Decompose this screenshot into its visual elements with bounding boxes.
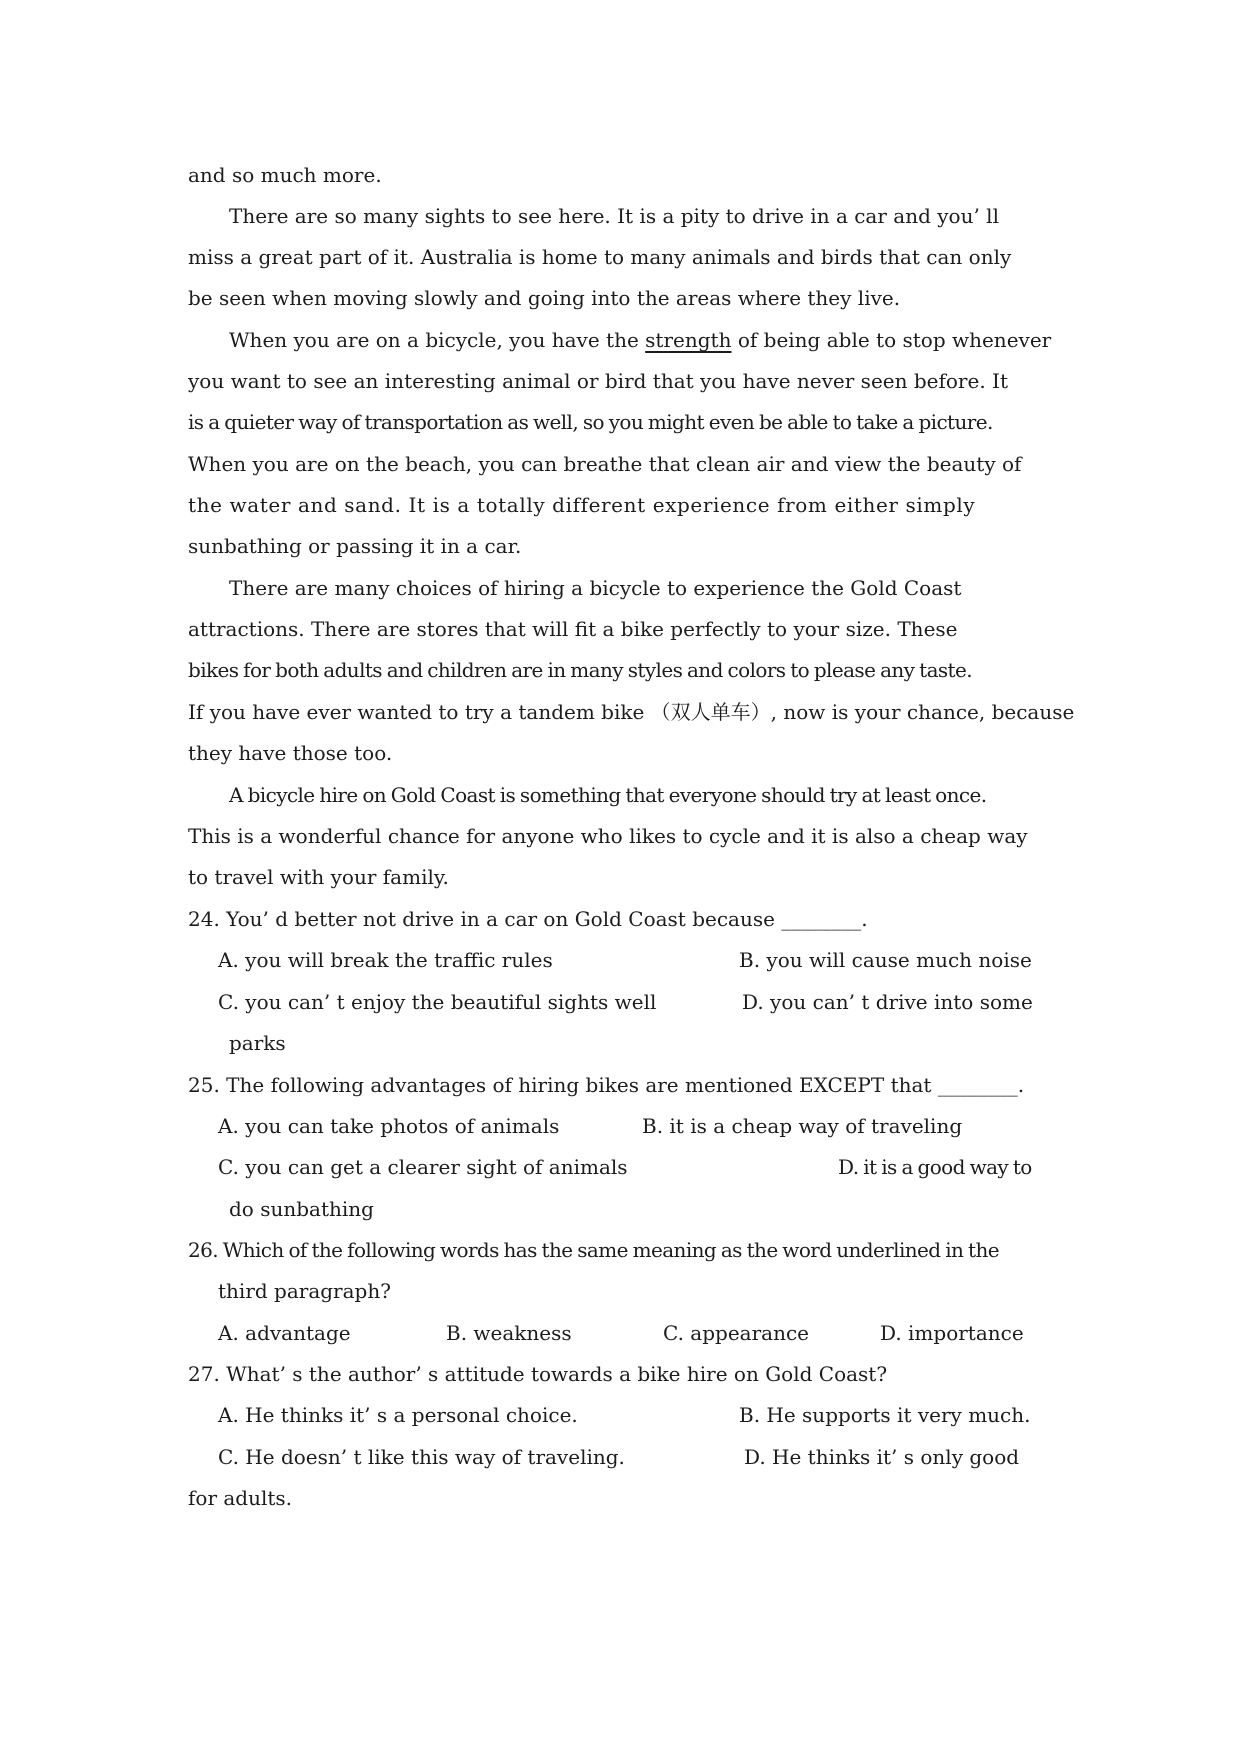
question-stem: 24. You’ d better not drive in a car on Gold Coast because ________. — [188, 907, 868, 931]
passage-line: A bicycle hire on Gold Coast is something that everyone should try at least once. — [229, 783, 987, 807]
option-c: C. appearance — [663, 1321, 809, 1345]
passage-line: attractions. There are stores that will fit a bike perfectly to your size. These — [188, 617, 958, 641]
passage-line: If you have ever wanted to try a tandem bike （双人单车）, now is your chance, because — [188, 700, 1075, 724]
option-b: B. weakness — [446, 1321, 572, 1345]
option-c: C. you can get a clearer sight of animals — [218, 1155, 628, 1179]
question-stem-continued: third paragraph? — [218, 1279, 391, 1303]
passage-line: This is a wonderful chance for anyone who likes to cycle and it is also a cheap way — [188, 824, 1028, 848]
passage-line: is a quieter way of transportation as well, so you might even be able to take a picture. — [188, 410, 993, 434]
passage-line: bikes for both adults and children are in many styles and colors to please any taste. — [188, 658, 972, 682]
option-a: A. you will break the traffic rules — [218, 948, 553, 972]
option-d: D. it is a good way to — [838, 1155, 1032, 1179]
passage-text: of being able to stop whenever — [731, 328, 1052, 352]
question-stem: 26. Which of the following words has the same meaning as the word underlined in the — [188, 1238, 1000, 1262]
option-d: D. He thinks it’ s only good — [744, 1445, 1020, 1469]
option-d: D. you can’ t drive into some — [742, 990, 1033, 1014]
option-c: C. He doesn’ t like this way of traveling. — [218, 1445, 625, 1469]
option-d-continued: do sunbathing — [229, 1197, 374, 1221]
passage-line: miss a great part of it. Australia is home to many animals and birds that can only — [188, 245, 1012, 269]
option-d-continued: for adults. — [188, 1486, 293, 1510]
option-c: C. you can’ t enjoy the beautiful sights well — [218, 990, 657, 1014]
option-b: B. you will cause much noise — [739, 948, 1032, 972]
option-a: A. advantage — [218, 1321, 351, 1345]
passage-line: When you are on the beach, you can breathe that clean air and view the beauty of — [188, 452, 1022, 476]
option-d: D. importance — [880, 1321, 1024, 1345]
passage-line — [229, 328, 1051, 352]
option-b: B. He supports it very much. — [739, 1403, 1031, 1427]
passage-line: sunbathing or passing it in a car. — [188, 534, 522, 558]
passage-line: There are many choices of hiring a bicycle to experience the Gold Coast — [229, 576, 962, 600]
option-a: A. He thinks it’ s a personal choice. — [218, 1403, 578, 1427]
passage-line: to travel with your family. — [188, 865, 449, 889]
passage-text: When you are on a bicycle, you have the — [229, 328, 646, 352]
option-a: A. you can take photos of animals — [218, 1114, 560, 1138]
passage-line: they have those too. — [188, 741, 393, 765]
question-stem: 27. What’ s the author’ s attitude towards a bike hire on Gold Coast? — [188, 1362, 888, 1386]
option-d-continued: parks — [229, 1031, 286, 1055]
passage-line: There are so many sights to see here. It is a pity to drive in a car and you’ ll — [229, 204, 999, 228]
passage-line: the water and sand. It is a totally different experience from either simply — [188, 493, 976, 517]
underlined-word: strength — [645, 328, 732, 352]
passage-line: and so much more. — [188, 163, 382, 187]
option-b: B. it is a cheap way of traveling — [642, 1114, 963, 1138]
passage-line: you want to see an interesting animal or bird that you have never seen before. It — [188, 369, 1008, 393]
question-stem: 25. The following advantages of hiring bikes are mentioned EXCEPT that ________. — [188, 1073, 1025, 1097]
passage-line: be seen when moving slowly and going into the areas where they live. — [188, 286, 901, 310]
